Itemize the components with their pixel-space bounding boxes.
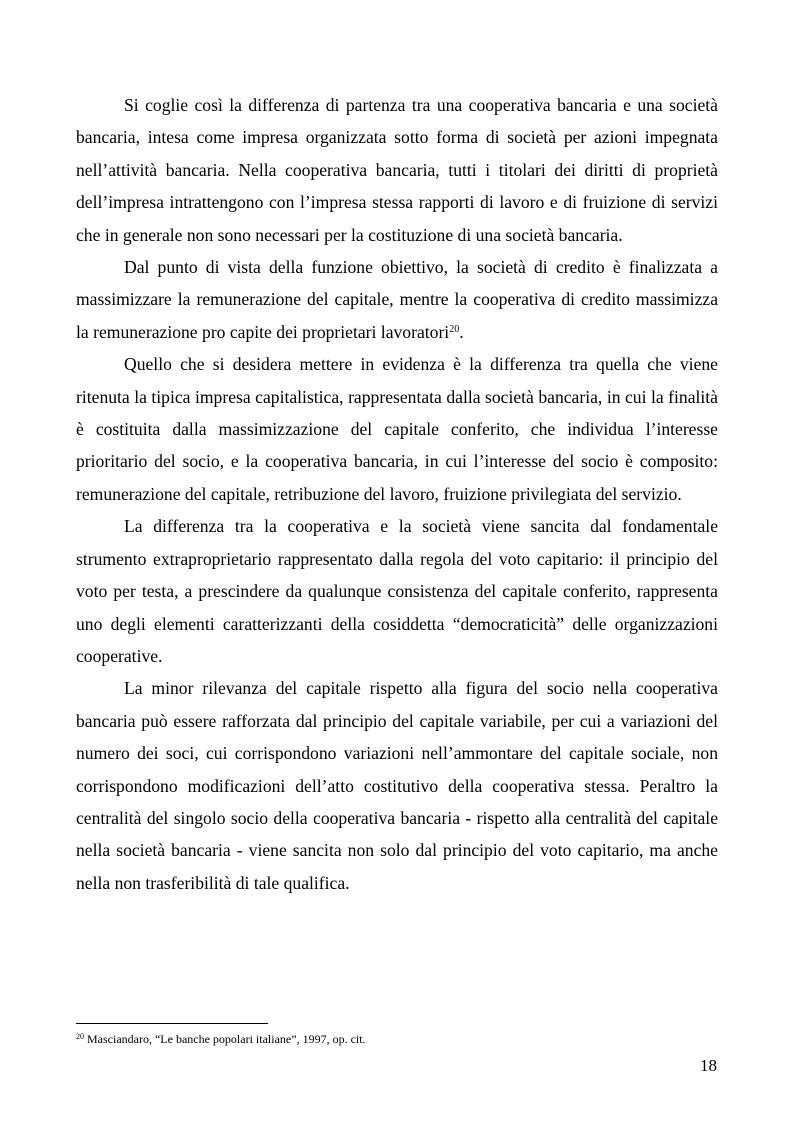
paragraph-1-text: Si coglie così la differenza di partenza tra una cooperativa bancaria e una società bancaria, intesa come impresa organizzata sotto forma di società per azioni impegnata nell’attività bancaria. Nella cooperativa bancaria, tutti i titolari dei diritti di proprietà dell’impresa intrattengono con l’impresa stessa rapporti di lavoro e di fruizione di servizi che in generale non sono necessari per la costituzione di una società bancaria. [76, 95, 718, 245]
footnote-reference[interactable]: 20 [449, 323, 460, 335]
footnote-number: 20 [76, 1032, 84, 1041]
paragraph-4 [76, 510, 718, 672]
paragraph-2 [76, 251, 718, 348]
paragraph-5-text: La minor rilevanza del capitale rispetto alla figura del socio nella cooperativa bancaria può essere rafforzata dal principio del capitale variabile, per cui a variazioni del numero dei soci, cui corrispondono variazioni nell’ammontare del capitale sociale, non corrispondono modificazioni dell’atto costitutivo della cooperativa stessa. Peraltro la centralità del singolo socio della cooperativa bancaria - rispetto alla centralità del capitale nella società bancaria - viene sancita non solo dal principio del voto capitario, ma anche nella non trasferibilità di tale qualifica. [76, 678, 718, 893]
footnote-divider [76, 1023, 268, 1024]
page-number: 18 [700, 1056, 717, 1075]
paragraph-3 [76, 348, 718, 510]
body-text [76, 89, 718, 899]
paragraph-2-end: . [459, 321, 464, 342]
paragraph-1 [76, 89, 718, 251]
paragraph-5 [76, 672, 718, 899]
paragraph-4-text: La differenza tra la cooperativa e la società viene sancita dal fondamentale strumento extraproprietario rappresentato dalla regola del voto capitario: il principio del voto per testa, a prescindere da qualunque consistenza del capitale conferito, rappresenta uno degli elementi caratterizzanti della cosiddetta “democraticità” delle organizzazioni cooperative. [76, 516, 718, 666]
paragraph-2-text: Dal punto di vista della funzione obiettivo, la società di credito è finalizzata a massimizzare la remunerazione del capitale, mentre la cooperativa di credito massimizza la remunerazione pro capite dei proprietari lavoratori [76, 257, 718, 342]
paragraph-3-text: Quello che si desidera mettere in evidenza è la differenza tra quella che viene ritenuta la tipica impresa capitalistica, rappresentata dalla società bancaria, in cui la finalità è costituita dalla massimizzazione del capitale conferito, che individua l’interesse prioritario del socio, e la cooperativa bancaria, in cui l’interesse del socio è composito: remunerazione del capitale, retribuzione del lavoro, fruizione privilegiata del servizio. [76, 354, 718, 504]
footnote-text: Masciandaro, “Le banche popolari italiane”, 1997, op. cit. [87, 1032, 366, 1046]
footnote [76, 1031, 716, 1047]
